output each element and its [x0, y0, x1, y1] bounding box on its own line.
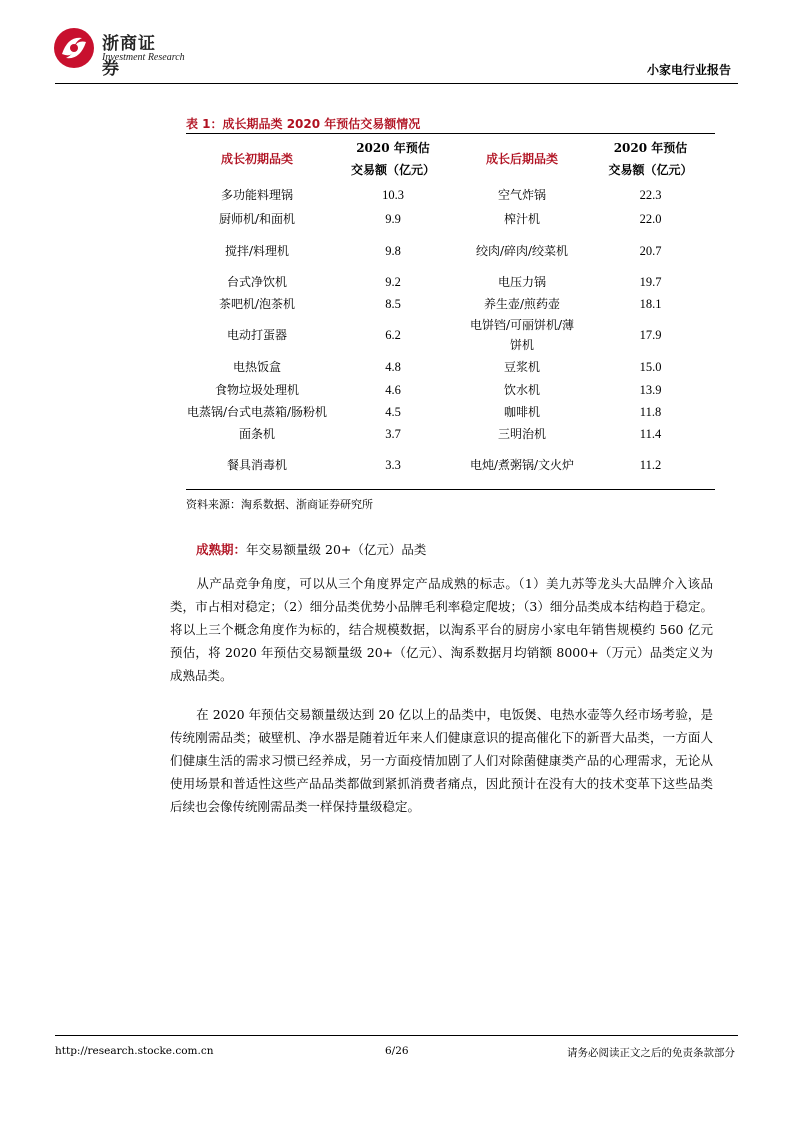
cell-early-category: 食物垃圾处理机 — [214, 382, 299, 397]
cell-late-value: 22.0 — [639, 211, 662, 226]
header-late-value — [586, 135, 715, 183]
header-late-value-line2: 交易额（亿元） — [608, 163, 693, 177]
cell-early-category: 茶吧机/泡茶机 — [218, 296, 296, 311]
footer-page-number: 6/26 — [385, 1045, 409, 1057]
cell-late-category: 饮水机 — [503, 382, 540, 397]
logo-mark-icon — [52, 26, 96, 70]
table-bottom-rule — [186, 489, 715, 490]
lead-label: 成熟期： — [196, 542, 247, 557]
cell-late-category: 养生壶/煎药壶 — [483, 296, 561, 311]
cell-late-value: 18.1 — [639, 296, 662, 311]
company-logo — [52, 26, 185, 79]
header-early-value-line1: 2020 年预估 — [356, 141, 430, 155]
paragraph-1-text: 从产品竞争角度，可以从三个角度界定产品成熟的标志。（1）美九苏等龙头大品牌介入该品类，市占相对稳定；（2）细分品类优势小品牌毛利率稳定爬坡；（3）细分品类成本结构趋于稳定。将以上三个概念角度作为标的，结合规模数据，以淘系平台的厨房小家电年销售规模约 560 亿元预估，将 2020 年预估交易额量级 20+（亿元）、淘系数据月均销额 8000+（万元）品类定义为成熟品类。 — [170, 576, 713, 683]
header-early-value — [328, 135, 458, 183]
cell-early-value: 8.5 — [385, 296, 401, 311]
cell-early-category: 电动打蛋器 — [226, 327, 287, 342]
report-title: 小家电行业报告 — [646, 63, 731, 77]
cell-early-value: 3.7 — [385, 426, 401, 441]
cell-late-value: 11.2 — [639, 457, 662, 472]
cell-early-category: 面条机 — [238, 426, 275, 441]
cell-late-value: 20.7 — [639, 243, 662, 258]
lead-text: 年交易额量级 20+（亿元）品类 — [246, 542, 427, 557]
header-late-value-line1: 2020 年预估 — [613, 141, 688, 155]
cell-early-category: 电热饭盒 — [232, 359, 281, 374]
logo-text-cn: 浙商证券 — [102, 34, 156, 79]
cell-early-value: 4.8 — [385, 359, 401, 374]
paragraph-2 — [170, 703, 713, 818]
table-row — [186, 423, 715, 445]
cell-early-category: 搅拌/料理机 — [224, 243, 290, 258]
cell-late-value: 11.8 — [639, 404, 662, 419]
section-lead — [196, 540, 426, 558]
paragraph-2-text: 在 2020 年预估交易额量级达到 20 亿以上的品类中，电饭煲、电热水壶等久经市场考验，是传统刚需品类；破壁机、净水器是随着近年来人们健康意识的提高催化下的新晋大品类，一方面人们健康生活的需求习惯已经养成，另一方面疫情加剧了人们对除菌健康类产品的心理需求，无论从使用场景和普适性这些产品品类都做到紧抓消费者痛点，因此预计在没有大的技术变革下这些品类后续也会像传统刚需品类一样保持量级稳定。 — [170, 707, 713, 814]
table-top-rule — [186, 133, 715, 134]
cell-late-value: 13.9 — [639, 382, 662, 397]
cell-late-category: 三明治机 — [497, 426, 546, 441]
table-title: 表 1：成长期品类 2020 年预估交易额情况 — [186, 117, 421, 131]
header-divider — [55, 83, 738, 84]
cell-late-category: 电饼铛/可丽饼机/薄饼机 — [469, 318, 575, 352]
cell-late-value: 11.4 — [639, 426, 662, 441]
cell-early-category: 厨师机/和面机 — [218, 211, 296, 226]
table-row — [186, 293, 715, 315]
data-table — [186, 135, 715, 485]
table-row — [186, 183, 715, 207]
table-row — [186, 445, 715, 485]
table-header-row — [186, 135, 715, 183]
cell-early-value: 4.5 — [385, 404, 401, 419]
cell-early-category: 电蒸锅/台式电蒸箱/肠粉机 — [186, 404, 328, 419]
cell-late-category: 电炖/煮粥锅/文火炉 — [469, 458, 575, 472]
footer-disclaimer: 请务必阅读正文之后的免责条款部分 — [567, 1047, 735, 1059]
header-early-value-line2: 交易额（亿元） — [350, 163, 435, 177]
cell-early-category: 多功能料理锅 — [220, 187, 293, 202]
logo-text-en: Investment Research — [102, 52, 185, 63]
table-row — [186, 271, 715, 293]
cell-late-value: 17.9 — [639, 327, 662, 342]
cell-late-value: 22.3 — [639, 187, 662, 202]
table-row — [186, 207, 715, 231]
footer-url[interactable]: http://research.stocke.com.cn — [55, 1045, 214, 1057]
cell-late-category: 电压力锅 — [497, 274, 546, 289]
table-source: 资料来源：淘系数据、浙商证券研究所 — [186, 498, 373, 511]
cell-early-category: 台式净饮机 — [226, 274, 287, 289]
cell-early-value: 6.2 — [385, 327, 401, 342]
cell-late-category: 咖啡机 — [503, 404, 540, 419]
paragraph-1 — [170, 572, 713, 687]
cell-early-value: 4.6 — [385, 382, 401, 397]
cell-early-value: 9.8 — [385, 243, 401, 258]
table-row — [186, 379, 715, 401]
cell-late-value: 15.0 — [639, 359, 662, 374]
cell-early-value: 9.2 — [385, 274, 401, 289]
cell-early-value: 3.3 — [385, 457, 401, 472]
table-row — [186, 231, 715, 271]
cell-late-category: 绞肉/碎肉/绞菜机 — [475, 244, 569, 258]
cell-early-value: 10.3 — [382, 187, 404, 202]
footer-divider — [55, 1035, 738, 1036]
header-early-category: 成长初期品类 — [220, 152, 293, 166]
cell-late-value: 19.7 — [639, 274, 662, 289]
cell-late-category: 空气炸锅 — [497, 187, 546, 202]
cell-early-value: 9.9 — [385, 211, 401, 226]
table-row — [186, 315, 715, 355]
table-row — [186, 401, 715, 423]
table-row — [186, 355, 715, 379]
cell-late-category: 豆浆机 — [503, 359, 540, 374]
cell-early-category: 餐具消毒机 — [226, 457, 287, 472]
header-late-category: 成长后期品类 — [485, 152, 558, 166]
cell-late-category: 榨汁机 — [503, 211, 540, 226]
